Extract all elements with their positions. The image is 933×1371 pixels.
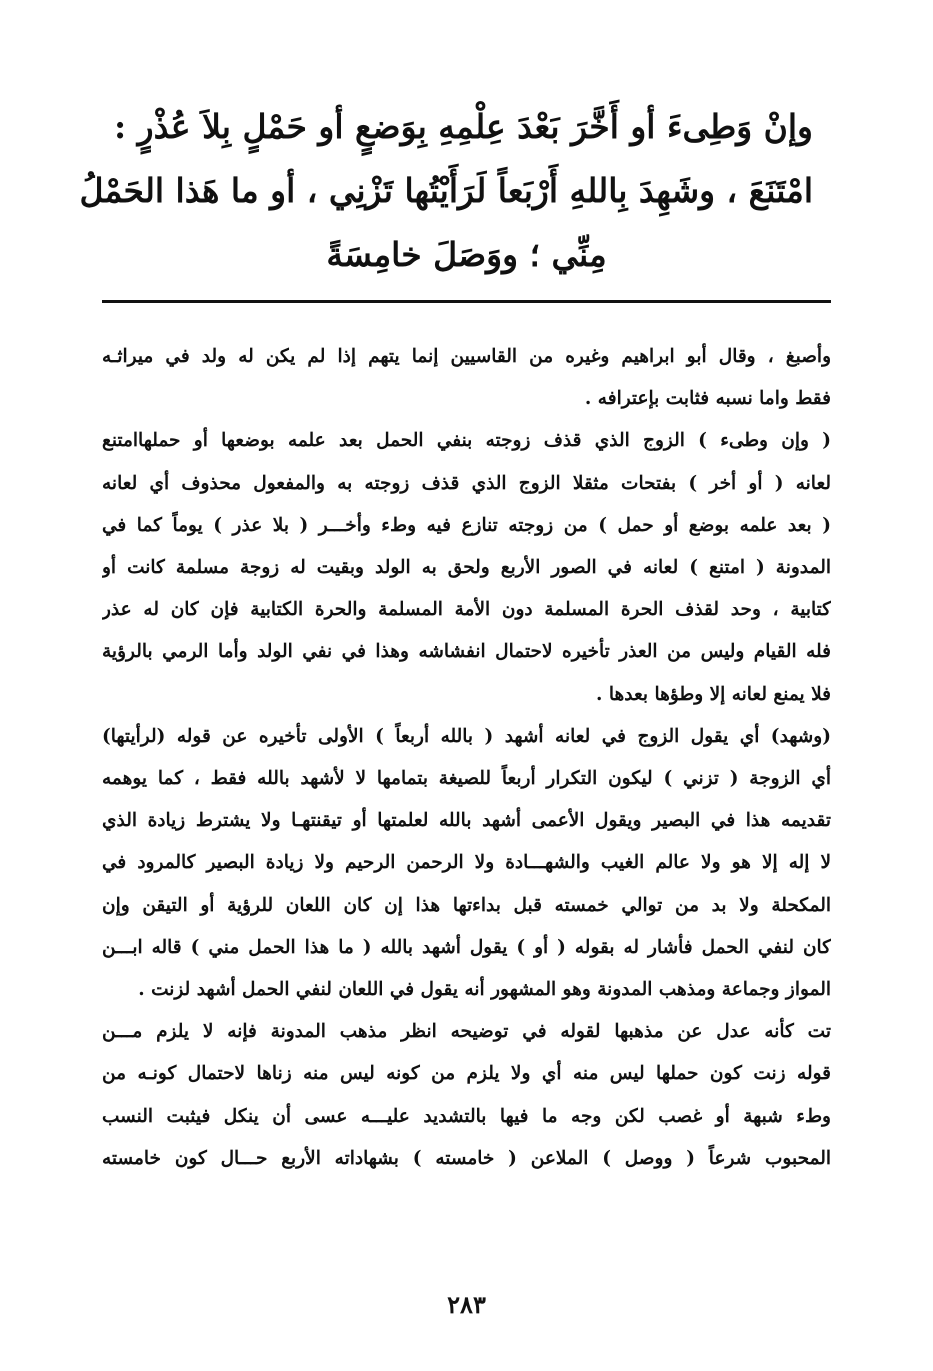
separator-rule: [102, 300, 831, 303]
commentary-block: [102, 336, 831, 1180]
commentary-line: المدونة ( امتنع ) لعانه في الصور الأربع ولحق به الولد وبقيت له زوجة مسلمة كانت أو: [102, 557, 831, 579]
page-number: ٢٨٣: [447, 1290, 486, 1319]
commentary-line: تقديمه هذا في البصير ويقول الأعمى أشهد بالله لعلمتها أو تيقنتهـا ولا يشترط زيادة الذي: [102, 810, 831, 832]
commentary-line: قوله زنت كون حملها ليس منه أي ولا يلزم من كونه ليس منه زناها لاحتمال كونـه من: [102, 1063, 831, 1085]
matn-line: وإنْ وَطِىءَ أو أَخَّرَ بَعْدَ عِلْمِهِ بِوَضعٍ أو حَمْلٍ بِلاَ عُذْرٍ :: [113, 107, 813, 146]
matn-line: مِنِّي ؛ ووَصَلَ خامِسَةً: [326, 235, 607, 274]
commentary-line: كتابية ، وحد لقذف الحرة المسلمة دون الأمة المسلمة والحرة الكتابية فإن كان له عذر: [102, 599, 831, 621]
commentary-line: فلا يمنع لعانه إلا وطؤها بعدها .: [596, 683, 831, 705]
commentary-line: فقط واما نسبه فثابت بإعترافه .: [584, 388, 831, 410]
matn-line: امْتَنَعَ ، وشَهِدَ بِاللهِ أَرْبَعاً لَرَأَيْتُها تَزْنِي ، أو ما هَذا الحَمْلُ: [79, 171, 813, 210]
commentary-line: وأصبغ ، وقال أبو ابراهيم وغيره من القاسيين إنما يتهم إذا لم يكن له ولد في ميراثـه: [102, 346, 831, 367]
commentary-line: المواز وجماعة ومذهب المدونة وهو المشهور أنه يقول في اللعان لنفي الحمل أشهد لزنت .: [138, 979, 831, 1001]
commentary-line: (وشهد) أي يقول الزوج في لعانه أشهد ( بالله أربعاً ) الأولى تأخيره عن قوله (لرأيتها): [102, 725, 831, 747]
commentary-line: لا إله إلا هو ولا عالم الغيب والشهـــادة ولا الرحمن الرحيم ولا زيادة البصير كالمرود في: [102, 852, 831, 874]
commentary-line: ( بعد علمه بوضع أو حمل ) من زوجته تنازع فيه وطء وأخـــر ( بلا عذر ) يوماً كما في: [102, 514, 831, 536]
commentary-line: كان لنفي الحمل فأشار له بقوله ( أو ) يقول أشهد بالله ( ما هذا الحمل مني ) قاله ابـــن: [102, 936, 831, 958]
commentary-line: المحبوب شرعاً ( ووصل ) الملاعن ( خامسته ) بشهاداته الأربع حـــال كون خامسته: [102, 1147, 831, 1169]
commentary-line: فله القيام وليس من العذر تأخيره لاحتمال انفشاشه وهذا في نفي الولد وأما الرمي بالرؤية: [102, 641, 831, 663]
commentary-line: وطء شبهة أو غصب لكن وجه ما فيها بالتشديد عليـــه عسى أن ينكل فيثبت النسب: [102, 1105, 831, 1127]
matn-block: [79, 95, 813, 287]
commentary-line: لعانه ( أو أخر ) بفتحات مثقلا الزوج الذي قذف زوجته به والمفعول محذوف أي لعانه: [102, 472, 831, 494]
commentary-line: أي الزوجة ( تزني ) ليكون التكرار أربعاً للصيغة بتمامها لا لأشهد بالله فقط ، كما يوهمه: [102, 768, 831, 790]
commentary-line: ( وإن وطىء ) الزوج الذي قذف زوجته بنفي الحمل بعد علمه بوضعها أو حملهاامتنع: [102, 430, 831, 452]
commentary-line: المكحلة ولا بد من توالي خمسته قبل بداءتها هذا إن كان اللعان للرؤية أو التيقن وإن: [102, 894, 831, 916]
commentary-line: تت كأنه عدل عن مذهبها لقوله في توضيحه انظر مذهب المدونة فإنه لا يلزم مـــن: [102, 1021, 831, 1043]
